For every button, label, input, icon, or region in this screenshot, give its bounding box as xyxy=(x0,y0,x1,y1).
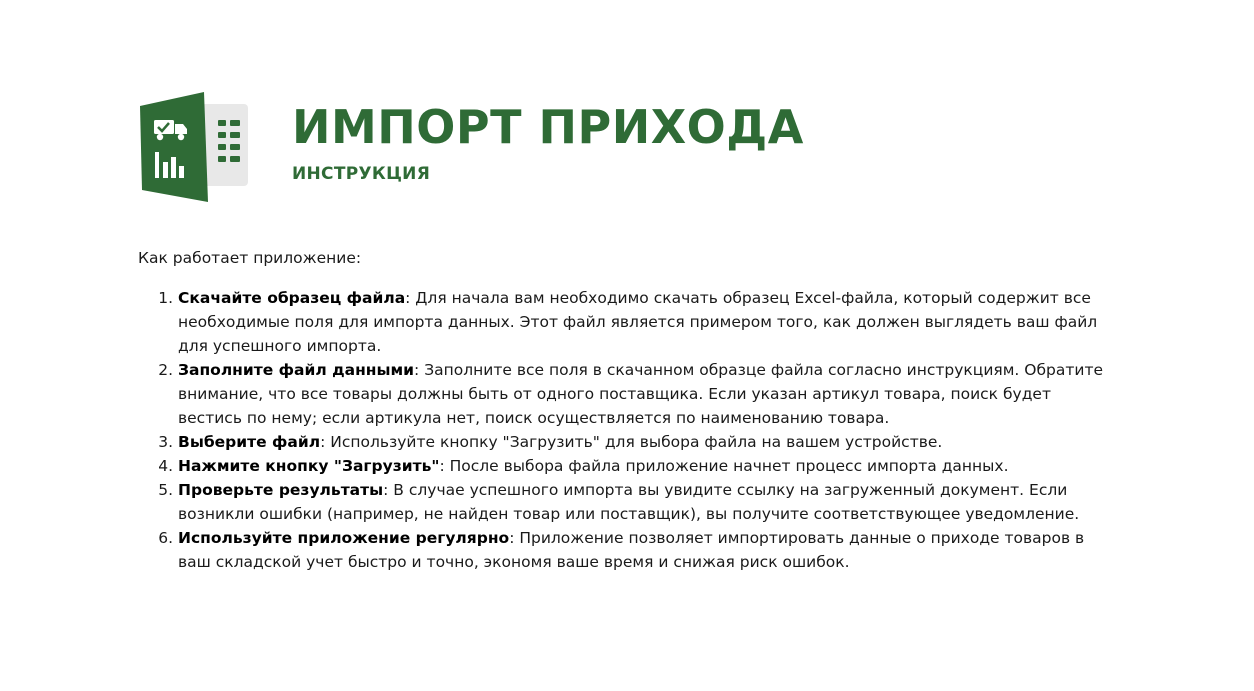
step-item xyxy=(178,454,1118,478)
step-title: Скачайте образец файла xyxy=(178,289,406,307)
intro-text: Как работает приложение: xyxy=(138,249,362,267)
page-header xyxy=(138,92,804,204)
step-item xyxy=(178,358,1118,430)
step-text: : После выбора файла приложение начнет процесс импорта данных. xyxy=(439,457,1009,475)
page-subtitle: ИНСТРУКЦИЯ xyxy=(292,164,431,184)
step-text: : В случае успешного импорта вы увидите ссылку на загруженный документ. Если возникли ошибки (например, не найден товар или поставщик), вы получите соответствующее уведомление. xyxy=(178,481,1080,523)
step-text: : Приложение позволяет импортировать данные о приходе товаров в ваш складской учет быстро и точно, экономя ваше время и снижая риск ошибок. xyxy=(178,529,1085,571)
step-item xyxy=(178,430,1118,454)
step-title: Проверьте результаты xyxy=(178,481,384,499)
instructions xyxy=(138,246,1118,574)
step-text: : Для начала вам необходимо скачать образец Excel-файла, который содержит все необходимые поля для импорта данных. Этот файл является примером того, как должен выглядеть ваш файл для успешного импорта. xyxy=(178,289,1098,355)
step-item xyxy=(178,526,1118,574)
steps-list xyxy=(138,286,1118,574)
step-text: : Заполните все поля в скачанном образце файла согласно инструкциям. Обратите внимание, что все товары должны быть от одного поставщика. Если указан артикул товара, поиск будет вестись по нему; если артикула нет, поиск осуществляется по наименованию товара. xyxy=(178,361,1104,427)
step-title: Нажмите кнопку "Загрузить" xyxy=(178,457,440,475)
step-item xyxy=(178,286,1118,358)
excel-truck-chart-icon xyxy=(138,92,250,204)
step-title: Выберите файл xyxy=(178,433,321,451)
step-title: Заполните файл данными xyxy=(178,361,415,379)
step-item xyxy=(178,478,1118,526)
step-text: : Используйте кнопку "Загрузить" для выбора файла на вашем устройстве. xyxy=(320,433,943,451)
page-title: ИМПОРТ ПРИХОДА xyxy=(292,100,804,154)
step-title: Используйте приложение регулярно xyxy=(178,529,510,547)
